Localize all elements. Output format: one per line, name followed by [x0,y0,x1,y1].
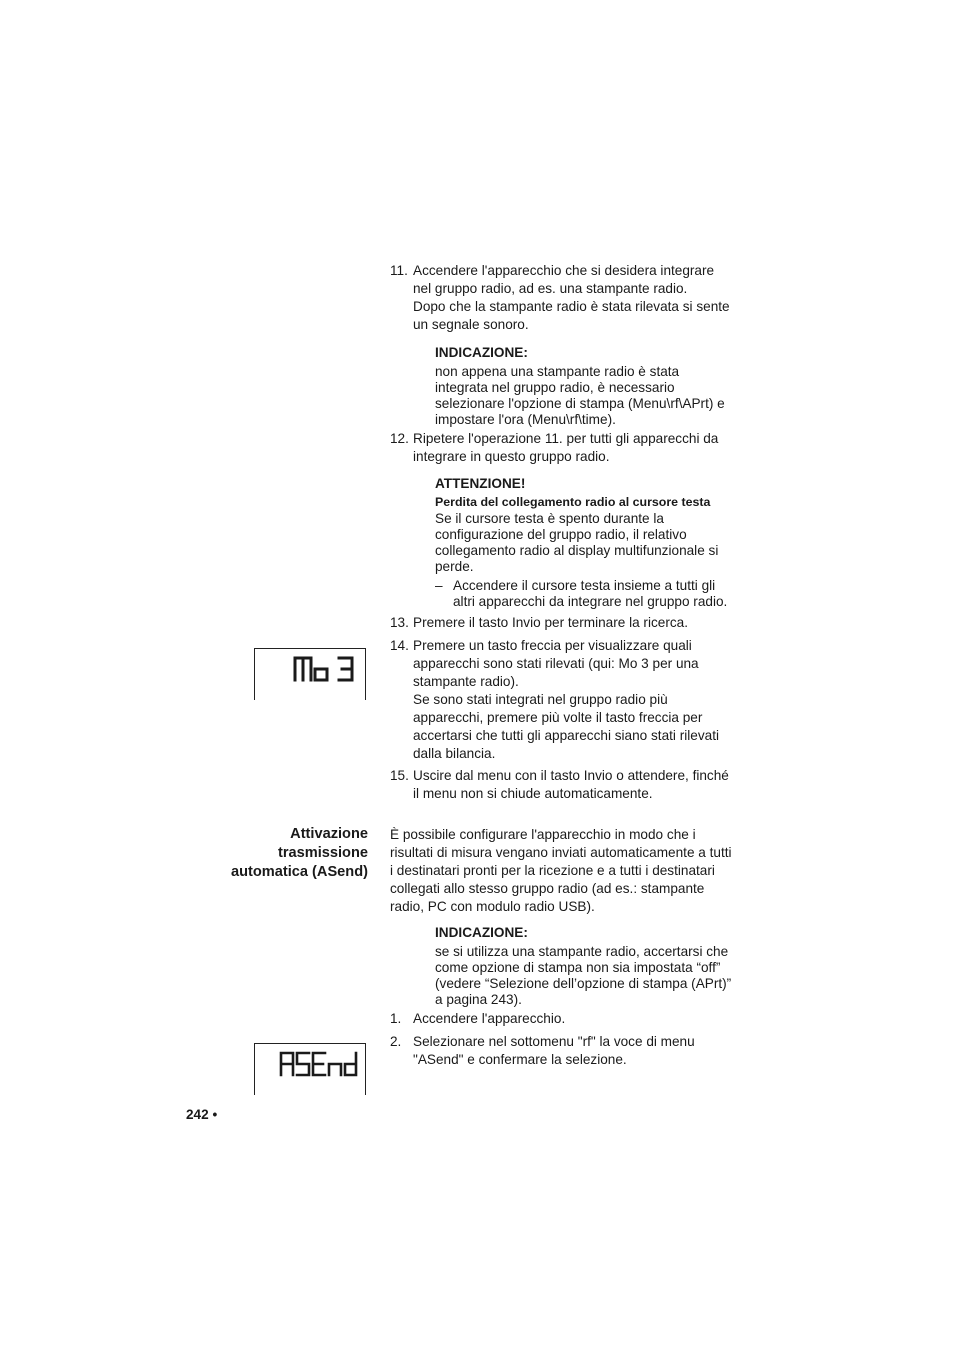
note-body: non appena una stampante radio è stata integrata nel gruppo radio, è necessario selezionare l'opzione di stampa (Menu\rf\APrt) e impostare l'ora (Menu\rf\time). [435,364,725,427]
step-text: Ripetere l'operazione 11. per tutti gli apparecchi da integrare in questo gruppo radio. [413,431,719,464]
step-15 [390,767,735,803]
note-title: INDICAZIONE: [435,345,528,360]
section-heading-line: trasmissione [277,845,368,861]
step-text: Dopo che la stampante radio è stata rilevata si sente un segnale sonoro. [413,299,730,332]
step-number: 12. [390,431,409,446]
note-title: INDICAZIONE: [435,925,528,940]
step-14 [390,637,735,763]
warning-subtitle: Perdita del collegamento radio al cursore testa [435,495,711,509]
section-heading-line: Attivazione [290,826,368,842]
step-text: Premere il tasto Invio per terminare la ricerca. [413,615,688,630]
step-number: 14. [390,638,409,653]
step-text: Se sono stati integrati nel gruppo radio più apparecchi, premere più volte il tasto freccia per accertarsi che tutti gli apparecchi siano stati rilevati dalla bilancia. [413,692,719,761]
lcd-segments-icon [255,1044,367,1096]
step-13 [390,614,735,632]
step-number: 11. [390,263,408,278]
warning-title: ATTENZIONE! [435,476,526,491]
step-text: Accendere l'apparecchio che si desidera integrare nel gruppo radio, ad es. una stampante radio. [413,263,715,296]
step-text: Accendere l'apparecchio. [413,1011,566,1026]
step-12 [390,430,735,466]
dash-bullet: – [435,578,443,593]
section-heading [168,825,368,882]
note-indicazione-2 [435,924,735,1008]
lcd-display-mo3 [254,648,366,700]
step-number: 1. [390,1011,402,1026]
lcd-display-asend [254,1043,366,1095]
step-1 [390,1010,735,1028]
step-number: 2. [390,1034,402,1049]
step-text: Uscire dal menu con il tasto Invio o attendere, finché il menu non si chiude automaticamente. [413,768,729,801]
warning-attenzione [435,475,735,610]
step-text: Premere un tasto freccia per visualizzare quali apparecchi sono stati rilevati (qui: Mo 3 per una stampante radio). [413,638,699,689]
step-2 [390,1033,735,1069]
step-text: Selezionare nel sottomenu "rf" la voce di menu "ASend" e confermare la selezione. [413,1034,695,1067]
note-indicazione-1 [435,344,735,428]
warning-body: Se il cursore testa è spento durante la configurazione del gruppo radio, il relativo collegamento radio al display multifunzionale si perde. [435,511,719,574]
lcd-segments-icon [255,649,367,701]
section-heading-line: automatica (ASend) [230,864,368,880]
warning-action-text: Accendere il cursore testa insieme a tutti gli altri apparecchi da integrare nel gruppo radio. [453,578,728,609]
warning-action [435,578,735,610]
step-11 [390,262,735,334]
section-intro: È possibile configurare l'apparecchio in modo che i risultati di misura vengano inviati automaticamente a tutti i destinatari pronti per la ricezione e a tutti i destinatari collegati allo stesso gruppo radio (ad es.: stampante radio, PC con modulo radio USB). [390,827,732,914]
step-number: 15. [390,768,409,783]
page-number: 242 • [186,1107,218,1122]
step-number: 13. [390,615,409,630]
note-body: se si utilizza una stampante radio, accertarsi che come opzione di stampa non sia impostata “off” (vedere “Selezione dell’opzione di stampa (APrt)” a pagina 243). [435,944,732,1007]
